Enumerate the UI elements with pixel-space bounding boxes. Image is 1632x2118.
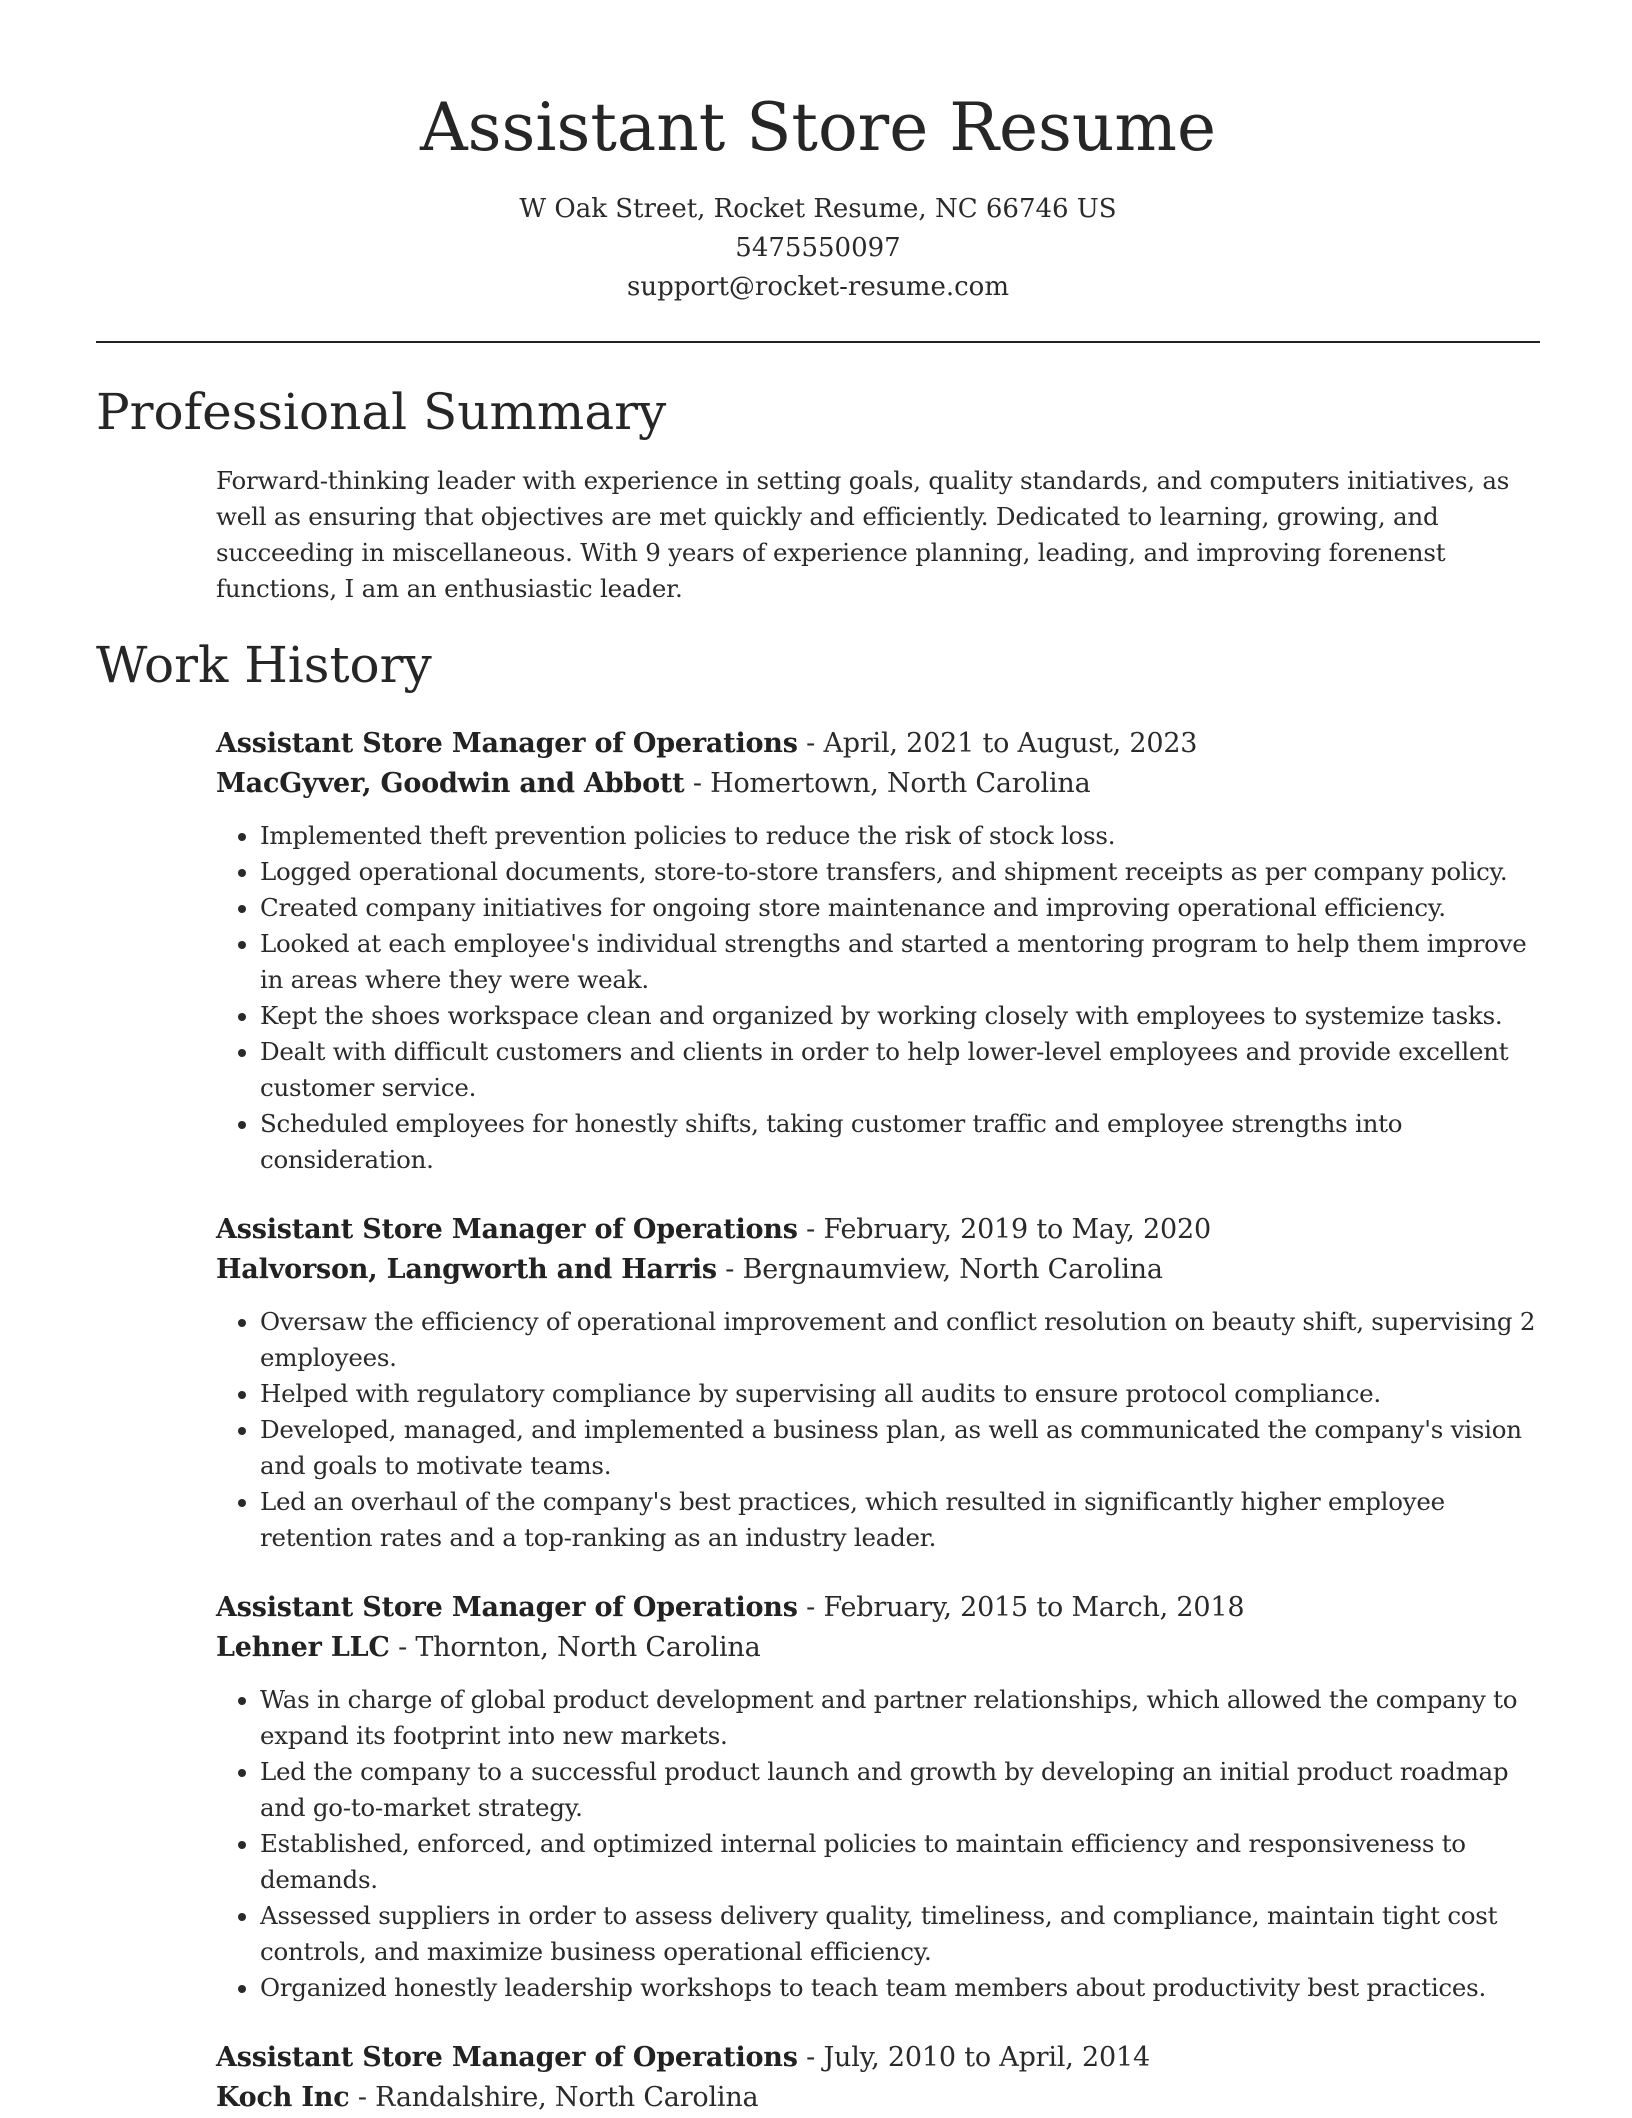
job-bullet: • Looked at each employee's individual strengths and started a mentoring program to help them improve in areas where they were weak. <box>260 926 1540 998</box>
job-company-line <box>216 1250 1540 1290</box>
job-company-line <box>216 1628 1540 1668</box>
job-bullets <box>216 1304 1540 1556</box>
job-bullet: • Created company initiatives for ongoing store maintenance and improving operational efficiency. <box>260 890 1540 926</box>
contact-phone: 5475550097 <box>735 233 901 263</box>
job-bullets <box>216 1682 1540 2006</box>
job-title: Assistant Store Manager of Operations <box>216 1591 798 1623</box>
job-dates: - February, 2019 to May, 2020 <box>797 1213 1211 1245</box>
job-company: Lehner LLC <box>216 1631 390 1663</box>
job-location: - Randalshire, North Carolina <box>349 2081 759 2113</box>
job-entry <box>216 2038 1540 2118</box>
job-bullet: • Established, enforced, and optimized internal policies to maintain efficiency and responsiveness to demands. <box>260 1826 1540 1898</box>
job-title-line <box>216 1210 1540 1250</box>
job-entry <box>216 1588 1540 2006</box>
job-entry <box>216 724 1540 1178</box>
summary-heading: Professional Summary <box>96 383 667 441</box>
resume-header <box>96 0 1540 307</box>
job-bullet: • Kept the shoes workspace clean and organized by working closely with employees to systemize tasks. <box>260 998 1540 1034</box>
job-bullets <box>216 818 1540 1178</box>
job-bullet: • Scheduled employees for honestly shifts, taking customer traffic and employee strengths into consideration. <box>260 1106 1540 1178</box>
header-divider <box>96 341 1540 343</box>
job-bullet: • Helped with regulatory compliance by supervising all audits to ensure protocol compliance. <box>260 1376 1540 1412</box>
job-title: Assistant Store Manager of Operations <box>216 727 798 759</box>
contact-address: W Oak Street, Rocket Resume, NC 66746 US <box>519 194 1117 224</box>
job-bullet: • Was in charge of global product development and partner relationships, which allowed the company to expand its footprint into new markets. <box>260 1682 1540 1754</box>
contact-email: support@rocket-resume.com <box>626 272 1009 302</box>
work-history-heading: Work History <box>96 635 432 694</box>
job-title-line <box>216 724 1540 764</box>
resume-title: Assistant Store Resume <box>419 89 1217 166</box>
job-location: - Homertown, North Carolina <box>684 767 1091 799</box>
summary-text: Forward-thinking leader with experience in setting goals, quality standards, and computers initiatives, as well as ensuring that objectives are met quickly and efficiently. Dedicated to learning, growing, and succeeding in miscellaneous. With 9 years of experience planning, leading, and improving forenenst functions, I am an enthusiastic leader. <box>216 466 1510 603</box>
job-bullet: • Dealt with difficult customers and clients in order to help lower-level employees and provide excellent customer service. <box>260 1034 1540 1106</box>
job-title-line <box>216 2038 1540 2078</box>
job-title-line <box>216 1588 1540 1628</box>
work-history-list <box>96 724 1540 2118</box>
job-bullet: • Oversaw the efficiency of operational improvement and conflict resolution on beauty shift, supervising 2 employees. <box>260 1304 1540 1376</box>
job-company-line <box>216 764 1540 804</box>
job-bullet: • Organized honestly leadership workshops to teach team members about productivity best practices. <box>260 1970 1540 2006</box>
job-location: - Thornton, North Carolina <box>389 1631 761 1663</box>
job-bullet: • Developed, managed, and implemented a business plan, as well as communicated the company's vision and goals to motivate teams. <box>260 1412 1540 1484</box>
job-bullet: • Led the company to a successful product launch and growth by developing an initial product roadmap and go-to-market strategy. <box>260 1754 1540 1826</box>
job-company: Koch Inc <box>216 2081 350 2113</box>
job-entry <box>216 1210 1540 1556</box>
job-bullet: • Implemented theft prevention policies to reduce the risk of stock loss. <box>260 818 1540 854</box>
job-dates: - July, 2010 to April, 2014 <box>797 2041 1150 2073</box>
resume-page <box>96 0 1540 2118</box>
job-dates: - February, 2015 to March, 2018 <box>797 1591 1245 1623</box>
job-title: Assistant Store Manager of Operations <box>216 2041 798 2073</box>
job-title: Assistant Store Manager of Operations <box>216 1213 798 1245</box>
job-company: MacGyver, Goodwin and Abbott <box>216 767 685 799</box>
job-dates: - April, 2021 to August, 2023 <box>797 727 1198 759</box>
job-bullet: • Assessed suppliers in order to assess delivery quality, timeliness, and compliance, maintain tight cost controls, and maximize business operational efficiency. <box>260 1898 1540 1970</box>
job-bullet: • Led an overhaul of the company's best practices, which resulted in significantly higher employee retention rates and a top-ranking as an industry leader. <box>260 1484 1540 1556</box>
job-company: Halvorson, Langworth and Harris <box>216 1253 717 1285</box>
job-bullet: • Logged operational documents, store-to-store transfers, and shipment receipts as per company policy. <box>260 854 1540 890</box>
job-location: - Bergnaumview, North Carolina <box>716 1253 1163 1285</box>
